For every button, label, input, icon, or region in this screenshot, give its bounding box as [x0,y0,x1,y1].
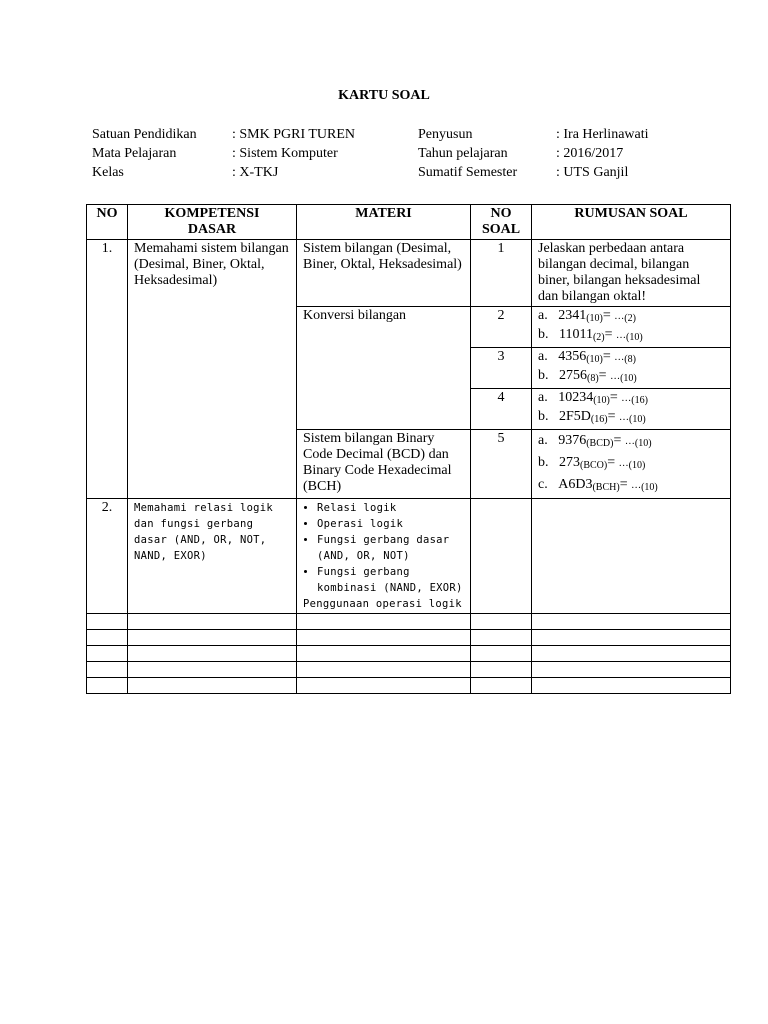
table-row [87,499,731,614]
option-item: a. $4356_{(10)}=$ $\dots_{(8)}$ [538,349,636,365]
meta-value-sumatif: : UTS Ganjil [556,165,629,180]
materi-cell [297,499,471,614]
header-materi: MATERI [297,205,471,240]
rumusan-soal-cell [532,499,731,614]
materi-cell: Sistem bilangan (Desimal, Biner, Oktal, Heksadesimal) [297,240,471,307]
empty-row [87,630,731,646]
header-no-soal: NO SOAL [471,205,532,240]
rumusan-soal-cell [532,307,731,348]
materi-list [303,500,464,596]
table-row [87,240,731,307]
list-item: • Operasi logik [317,516,464,532]
kompetensi-dasar-cell: Memahami sistem bilangan (Desimal, Biner, Oktal, Heksadesimal) [128,240,297,499]
option-item: c. $A6D3_{(BCH)}=$ $\dots_{(10)}$ [538,477,658,493]
empty-row [87,614,731,630]
option-item: b. $2F5D_{(16)}=$ $\dots_{(10)}$ [538,409,646,425]
meta-label-tahun: Tahun pelajaran [418,146,508,161]
row-number: 1. [87,240,128,499]
header-rumusan-soal: RUMUSAN SOAL [532,205,731,240]
meta-label-kelas: Kelas [92,165,124,180]
rumusan-soal-cell [532,348,731,389]
no-soal-cell: 3 [471,348,532,389]
option-item: a. $2341_{(10)}=$ $\dots_{(2)}$ [538,308,636,324]
option-item: b. $273_{(BCO)}=$ $\dots_{(10)}$ [538,455,646,471]
meta-value-penyusun: : Ira Herlinawati [556,127,649,142]
header-kompetensi-dasar: KOMPETENSI DASAR [128,205,297,240]
no-soal-cell: 5 [471,430,532,499]
kompetensi-dasar-cell: Memahami relasi logik dan fungsi gerbang dasar (AND, OR, NOT, NAND, EXOR) [128,499,297,614]
materi-cell: Konversi bilangan [297,307,471,430]
option-item: a. $9376_{(BCD)}=$ $\dots_{(10)}$ [538,433,652,449]
meta-value-mapel: : Sistem Komputer [232,146,338,161]
option-item: b. $11011_{(2)}=$ $\dots_{(10)}$ [538,327,643,343]
empty-row [87,678,731,694]
list-item: • Fungsi gerbang dasar (AND, OR, NOT) [317,532,464,564]
meta-value-satuan: : SMK PGRI TUREN [232,127,356,142]
no-soal-cell [471,499,532,614]
page-title: KARTU SOAL [338,88,430,103]
meta-value-tahun: : 2016/2017 [556,146,624,161]
table-header-row [87,205,731,240]
no-soal-cell: 1 [471,240,532,307]
meta-label-mapel: Mata Pelajaran [92,146,177,161]
list-item: • Fungsi gerbang kombinasi (NAND, EXOR) [317,564,464,596]
option-item: b. $2756_{(8)}=$ $\dots_{(10)}$ [538,368,637,384]
meta-label-penyusun: Penyusun [418,127,473,142]
option-item: a. $10234_{(10)}=$ $\dots_{(16)}$ [538,390,648,406]
empty-row [87,646,731,662]
no-soal-cell: 4 [471,389,532,430]
list-item: • Relasi logik [317,500,464,516]
rumusan-soal-cell: Jelaskan perbedaan antara bilangan decimal, bilangan biner, bilangan heksadesimal dan bilangan oktal! [532,240,731,307]
rumusan-soal-cell [532,430,731,499]
meta-label-satuan: Satuan Pendidikan [92,127,197,142]
meta-value-kelas: : X-TKJ [232,165,279,180]
empty-row [87,662,731,678]
header-no: NO [87,205,128,240]
question-card-table [86,204,731,694]
no-soal-cell: 2 [471,307,532,348]
meta-label-sumatif: Sumatif Semester [418,165,518,180]
materi-tail-text: Penggunaan operasi logik [303,598,462,610]
materi-cell: Sistem bilangan Binary Code Decimal (BCD) dan Binary Code Hexadecimal (BCH) [297,430,471,499]
rumusan-soal-cell [532,389,731,430]
row-number: 2. [87,499,128,614]
